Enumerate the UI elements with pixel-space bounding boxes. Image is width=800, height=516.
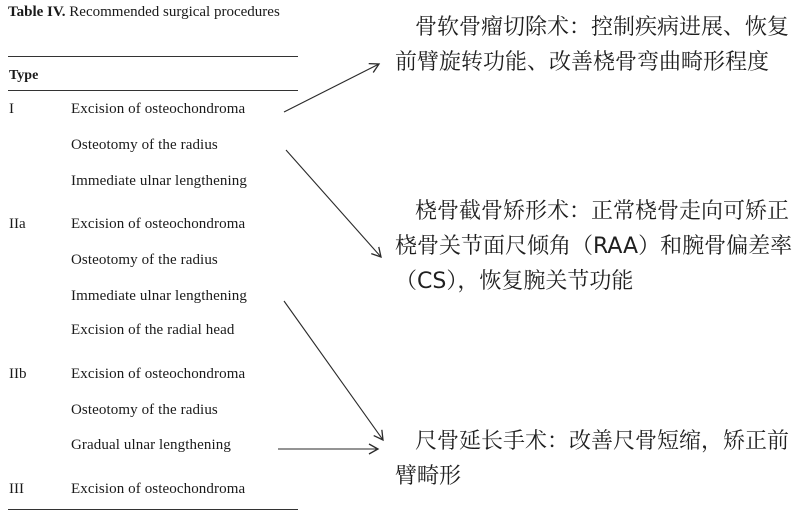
procedure-iia-1: Excision of osteochondroma	[71, 216, 246, 232]
table-title-text: Recommended surgical procedures	[69, 4, 280, 20]
type-label-iia: IIa	[9, 216, 26, 232]
procedure-iia-2: Osteotomy of the radius	[71, 252, 218, 268]
note-radius-osteotomy: 桡骨截骨矫形术：正常桡骨走向可矫正桡骨关节面尺倾角（RAA）和腕骨偏差率（CS），恢复腕关节功能	[395, 199, 793, 294]
arrow-excision-to-note	[284, 64, 379, 112]
procedure-iib-2: Osteotomy of the radius	[71, 402, 218, 418]
table-bottom-rule	[8, 509, 298, 510]
note-ulnar-lengthening: 尺骨延长手术：改善尺骨短缩，矫正前臂畸形	[395, 429, 790, 489]
procedure-iib-3: Gradual ulnar lengthening	[71, 437, 231, 453]
table-title-label: Table IV.	[8, 4, 66, 20]
type-label-i: I	[9, 101, 14, 117]
arrow-osteotomy-to-note	[286, 150, 381, 257]
procedure-i-1: Excision of osteochondroma	[71, 101, 246, 117]
note-osteochondroma-excision: 骨软骨瘤切除术：控制疾病进展、恢复前臂旋转功能、改善桡骨弯曲畸形程度	[395, 15, 790, 75]
table-title	[8, 4, 298, 21]
procedure-iia-3: Immediate ulnar lengthening	[71, 288, 247, 304]
type-label-iib: IIb	[9, 366, 27, 382]
arrow-immediate-lengthening-to-note	[284, 301, 383, 440]
procedure-i-2: Osteotomy of the radius	[71, 137, 218, 153]
procedure-iii-1: Excision of osteochondroma	[71, 481, 246, 497]
procedure-iib-1: Excision of osteochondroma	[71, 366, 246, 382]
type-column-header: Type	[9, 68, 39, 83]
procedure-iia-4: Excision of the radial head	[71, 322, 235, 338]
table-top-rule	[8, 56, 298, 57]
table-header-rule	[8, 90, 298, 91]
procedure-i-3: Immediate ulnar lengthening	[71, 173, 247, 189]
type-label-iii: III	[9, 481, 24, 497]
